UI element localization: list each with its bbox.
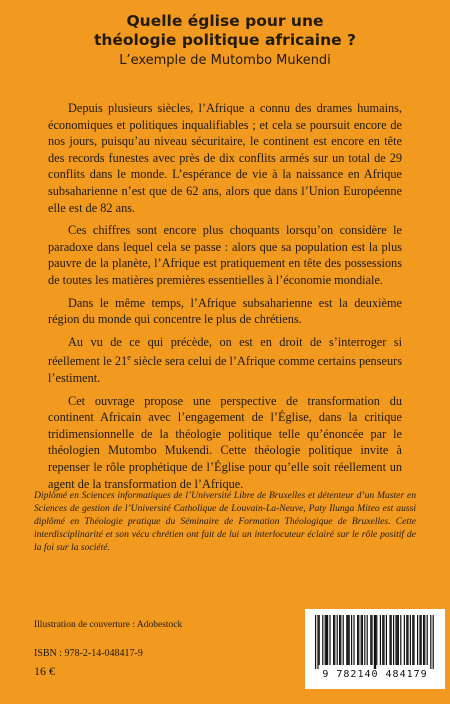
barcode-bar <box>319 615 320 665</box>
barcode-bar <box>358 615 359 665</box>
barcode-bar <box>325 615 326 665</box>
barcode-bar <box>346 615 347 665</box>
barcode-bar <box>329 615 330 665</box>
barcode-bar <box>407 615 408 665</box>
barcode-bar <box>424 615 425 665</box>
barcode-bar <box>364 615 365 665</box>
cover-title-block <box>0 12 450 70</box>
barcode-bar <box>419 615 420 665</box>
barcode-bar <box>376 615 377 665</box>
barcode-bar <box>327 615 328 665</box>
barcode-bar <box>395 615 396 665</box>
barcode-bar <box>417 615 418 665</box>
barcode-bar <box>353 615 354 665</box>
barcode-bar <box>339 615 340 665</box>
barcode-bar <box>326 615 327 665</box>
barcode-bar <box>383 615 384 665</box>
barcode-bar <box>389 615 390 665</box>
barcode-bar <box>410 615 411 665</box>
barcode-bar <box>391 615 392 665</box>
summary-paragraph-4-start: Au vu de ce qui précède, on est en droit de s’interroger si réellement le 21 <box>48 334 402 369</box>
barcode-bar <box>371 615 372 665</box>
barcode-bar <box>400 615 401 665</box>
isbn: ISBN : 978-2-14-048417-9 <box>34 648 143 659</box>
century-superscript: e <box>127 353 131 363</box>
barcode-bar <box>382 615 383 665</box>
book-title-line-1: Quelle église pour une <box>126 12 324 30</box>
barcode-bar <box>370 615 371 665</box>
barcode-bar <box>374 615 375 669</box>
barcode-bar <box>334 615 335 665</box>
barcode-bar <box>347 615 348 665</box>
barcode-bars <box>313 615 437 669</box>
summary-paragraph-3: Dans le même temps, l’Afrique subsaharienne est la deuxième région du monde qui concentre le plus de chrétiens. <box>48 295 402 327</box>
barcode-bar <box>421 615 422 665</box>
barcode-bar <box>398 615 399 665</box>
book-title-line-2: théologie politique africaine ? <box>93 31 357 49</box>
barcode-bar <box>362 615 363 665</box>
barcode-bar <box>337 615 338 665</box>
barcode-bar <box>406 615 407 665</box>
summary-paragraph-2: Ces chiffres sont encore plus choquants lorsqu’on considère le paradoxe dans lequel cela se passe : alors que sa population est la plus pauvre de la planète, l’Afrique est pratiquement en tête des possessions de toutes les matières premières essentielles à l’économie mondiale. <box>48 223 402 287</box>
barcode-bar <box>380 615 381 665</box>
barcode-bar <box>430 615 431 669</box>
barcode-bar <box>349 615 350 665</box>
author-bio <box>34 489 416 554</box>
book-title <box>0 12 450 50</box>
barcode-bar <box>427 615 428 665</box>
barcode-bar <box>315 615 316 669</box>
barcode-bar <box>343 615 344 665</box>
barcode-bar <box>413 615 414 665</box>
price: 16 € <box>34 664 55 678</box>
barcode-bar <box>412 615 413 665</box>
book-subtitle: L’exemple de Mutombo Mukendi <box>119 53 331 68</box>
barcode-bar <box>367 615 368 665</box>
barcode-bar <box>423 615 424 665</box>
illustration-credit: Illustration de couverture : Adobestock <box>34 620 183 630</box>
summary-paragraph-4-end: siècle sera celui de l’Afrique comme certains penseurs l’estiment. <box>48 354 402 385</box>
barcode-bar <box>397 615 398 665</box>
barcode-bar <box>317 615 318 669</box>
barcode-bar <box>351 615 352 665</box>
barcode-bar <box>393 615 394 665</box>
barcode-bar <box>404 615 405 665</box>
summary-paragraph-5: Cet ouvrage propose une perspective de transformation du continent Africain avec l’engagement de l’Église, dans la critique tridimensionnelle de la théologie politique telle qu’énoncée par le théologien Mutombo Mukendi. Cette théologie politique invite à repenser le rôle prophétique de l’Église pour qu’elle soit réellement un agent de la transformation de l’Afrique. <box>48 393 402 491</box>
barcode-bar <box>375 615 376 669</box>
barcode-bar <box>386 615 387 665</box>
barcode-bar <box>333 615 334 665</box>
barcode-number: 9 782140 484179 <box>322 669 428 680</box>
summary-paragraph-1: Depuis plusieurs siècles, l’Afrique a connu des drames humains, économiques et politiques inqualifiables ; et cela se poursuit encore de nos jours, puisqu’au niveau sécuritaire, le continent est encore en tête des records funestes avec près de dix conflits armés sur un total de 29 conflits dans le monde. L’espérance de vie à la naissance en Afrique subsaharienne n’est que de 62 ans, alors que dans l’Union Européenne elle est de 82 ans. <box>48 101 402 215</box>
summary-paragraph-4 <box>48 334 402 387</box>
barcode-bar <box>340 615 341 665</box>
author-bio-text: Diplômé en Sciences informatiques de l’Université Libre de Bruxelles et détenteur d’un Master en Sciences de gestion de l’Université Catholique de Louvain-La-Neuve, Paty Ilunga Miteo est aussi diplômé en Théologie pratique du Séminaire de Formation Théologique de Bruxelles. Cette interdisciplinarité et son vécu chrétien ont fait de lui un interlocuteur éclairé sur le rôle positif de la foi sur la société. <box>34 490 416 553</box>
barcode-bar <box>361 615 362 665</box>
barcode-bar <box>357 615 358 665</box>
summary-text <box>48 100 402 498</box>
barcode-bar <box>322 615 323 665</box>
barcode-bar <box>433 615 434 669</box>
barcode <box>305 609 445 689</box>
